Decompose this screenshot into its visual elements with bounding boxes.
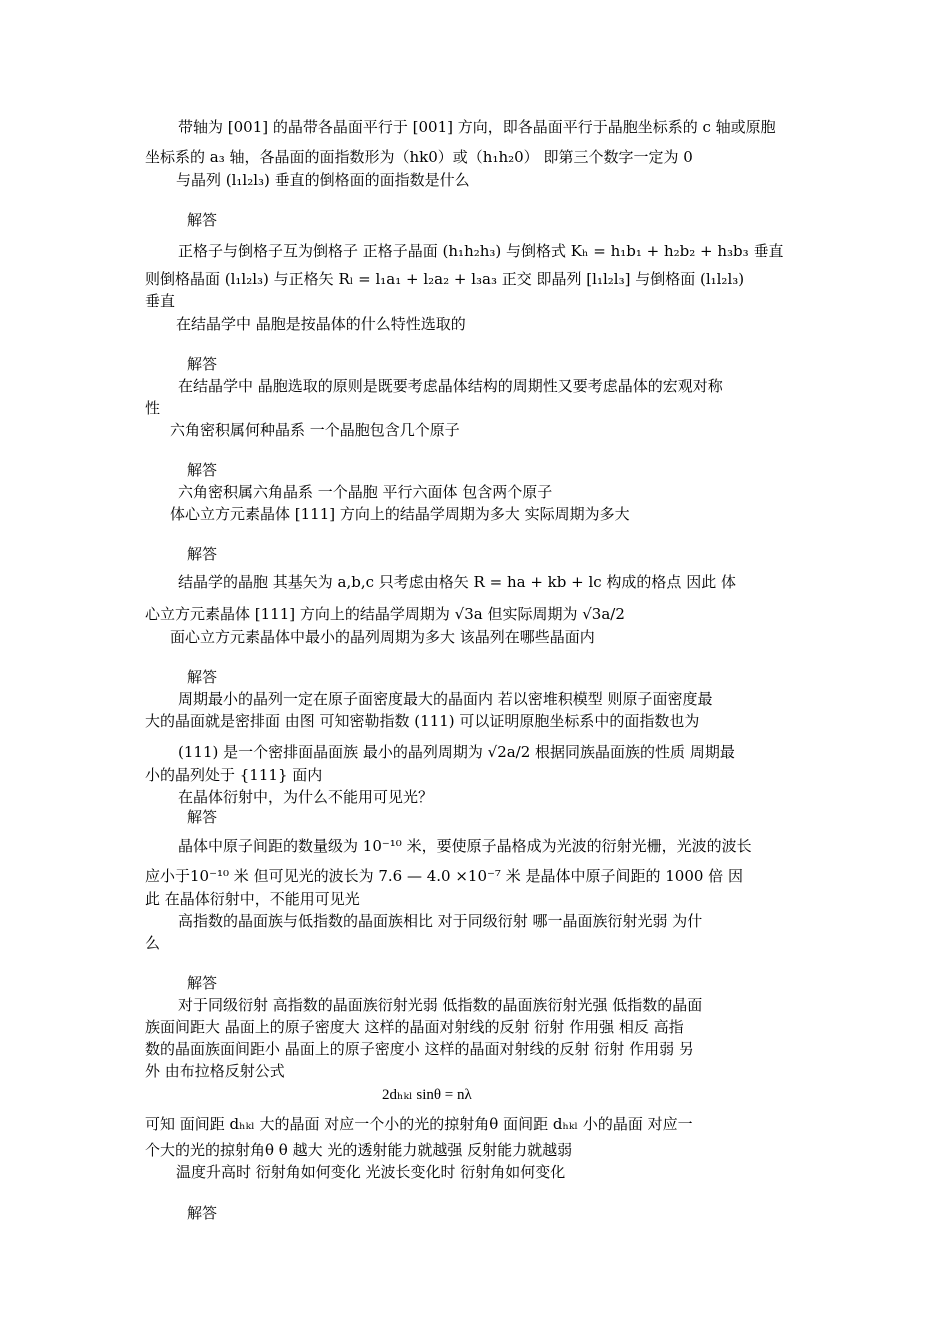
question-line: 在晶体衍射中，为什么不能用可见光？ [178, 788, 434, 806]
question-line: 六角密积属何种晶系 一个晶胞包含几个原子 [170, 421, 460, 439]
text-line: 心立方元素晶体 [111] 方向上的结晶学周期为 √3a 但实际周期为 √3a/2 [145, 605, 625, 623]
question-line: 体心立方元素晶体 [111] 方向上的结晶学周期为多大 实际周期为多大 [170, 505, 630, 523]
text-line: 么 [145, 934, 161, 952]
question-line: 温度升高时 衍射角如何变化 光波长变化时 衍射角如何变化 [176, 1163, 566, 1181]
answer-heading: 解答 [187, 1204, 218, 1222]
text-line: 个大的光的掠射角θ θ 越大 光的透射能力就越强 反射能力就越弱 [145, 1141, 573, 1159]
text-line: 坐标系的 a₃ 轴，各晶面的面指数形为（hk0）或（h₁h₂0） 即第三个数字一定为 0 [145, 148, 693, 166]
answer-heading: 解答 [187, 461, 218, 479]
answer-heading: 解答 [187, 808, 218, 826]
answer-heading: 解答 [187, 211, 218, 229]
question-line: 面心立方元素晶体中最小的晶列周期为多大 该晶列在哪些晶面内 [170, 628, 595, 646]
text-line: 可知 面间距 dₕₖₗ 大的晶面 对应一个小的光的掠射角θ 面间距 dₕₖₗ 小的晶面 对应一 [145, 1115, 693, 1133]
answer-heading: 解答 [187, 668, 218, 686]
text-line: 则倒格晶面 (l₁l₂l₃) 与正格矢 Rₗ = l₁a₁ + l₂a₂ + l₃a₃ 正交 即晶列 [l₁l₂l₃] 与倒格面 (l₁l₂l₃) [145, 270, 745, 288]
text-line: 小的晶列处于 {111} 面内 [145, 766, 323, 784]
text-line: 周期最小的晶列一定在原子面密度最大的晶面内 若以密堆积模型 则原子面密度最 [178, 690, 713, 708]
text-line: 性 [145, 399, 161, 417]
question-line: 在结晶学中 晶胞是按晶体的什么特性选取的 [176, 315, 466, 333]
text-line: 外 由布拉格反射公式 [145, 1062, 285, 1080]
text-line: 族面间距大 晶面上的原子密度大 这样的晶面对射线的反射 衍射 作用强 相反 高指 [145, 1018, 684, 1036]
text-line: 结晶学的晶胞 其基矢为 a,b,c 只考虑由格矢 R = ha + kb + lc 构成的格点 因此 体 [178, 573, 736, 591]
answer-heading: 解答 [187, 974, 218, 992]
text-line: 六角密积属六角晶系 一个晶胞 平行六面体 包含两个原子 [178, 483, 553, 501]
answer-heading: 解答 [187, 355, 218, 373]
question-line: 高指数的晶面族与低指数的晶面族相比 对于同级衍射 哪一晶面族衍射光弱 为什 [178, 912, 703, 930]
text-line: 数的晶面族面间距小 晶面上的原子密度小 这样的晶面对射线的反射 衍射 作用弱 另 [145, 1040, 694, 1058]
answer-heading: 解答 [187, 545, 218, 563]
text-line: 正格子与倒格子互为倒格子 正格子晶面 (h₁h₂h₃) 与倒格式 Kₕ = h₁b₁ + h₂b₂ + h₃b₃ 垂直 [178, 242, 784, 260]
bragg-formula: 2dₕₖₗ sinθ = nλ [382, 1087, 472, 1103]
text-line: 与晶列 (l₁l₂l₃) 垂直的倒格面的面指数是什么 [176, 171, 470, 189]
text-line: 对于同级衍射 高指数的晶面族衍射光弱 低指数的晶面族衍射光强 低指数的晶面 [178, 996, 703, 1014]
text-line: 大的晶面就是密排面 由图 可知密勒指数 (111) 可以证明原胞坐标系中的面指数也为 [145, 712, 700, 730]
text-line: 应小于10⁻¹⁰ 米 但可见光的波长为 7.6 — 4.0 ×10⁻⁷ 米 是晶体中原子间距的 1000 倍 因 [145, 867, 743, 885]
text-line: 带轴为 [001] 的晶带各晶面平行于 [001] 方向，即各晶面平行于晶胞坐标系的 c 轴或原胞 [178, 118, 776, 136]
text-line: 在结晶学中 晶胞选取的原则是既要考虑晶体结构的周期性又要考虑晶体的宏观对称 [178, 377, 723, 395]
text-line: (111) 是一个密排面晶面族 最小的晶列周期为 √2a/2 根据同族晶面族的性质 周期最 [178, 743, 735, 761]
text-line: 此 在晶体衍射中，不能用可见光 [145, 890, 360, 908]
text-line: 垂直 [145, 292, 176, 310]
text-line: 晶体中原子间距的数量级为 10⁻¹⁰ 米，要使原子晶格成为光波的衍射光栅，光波的波长 [178, 837, 752, 855]
